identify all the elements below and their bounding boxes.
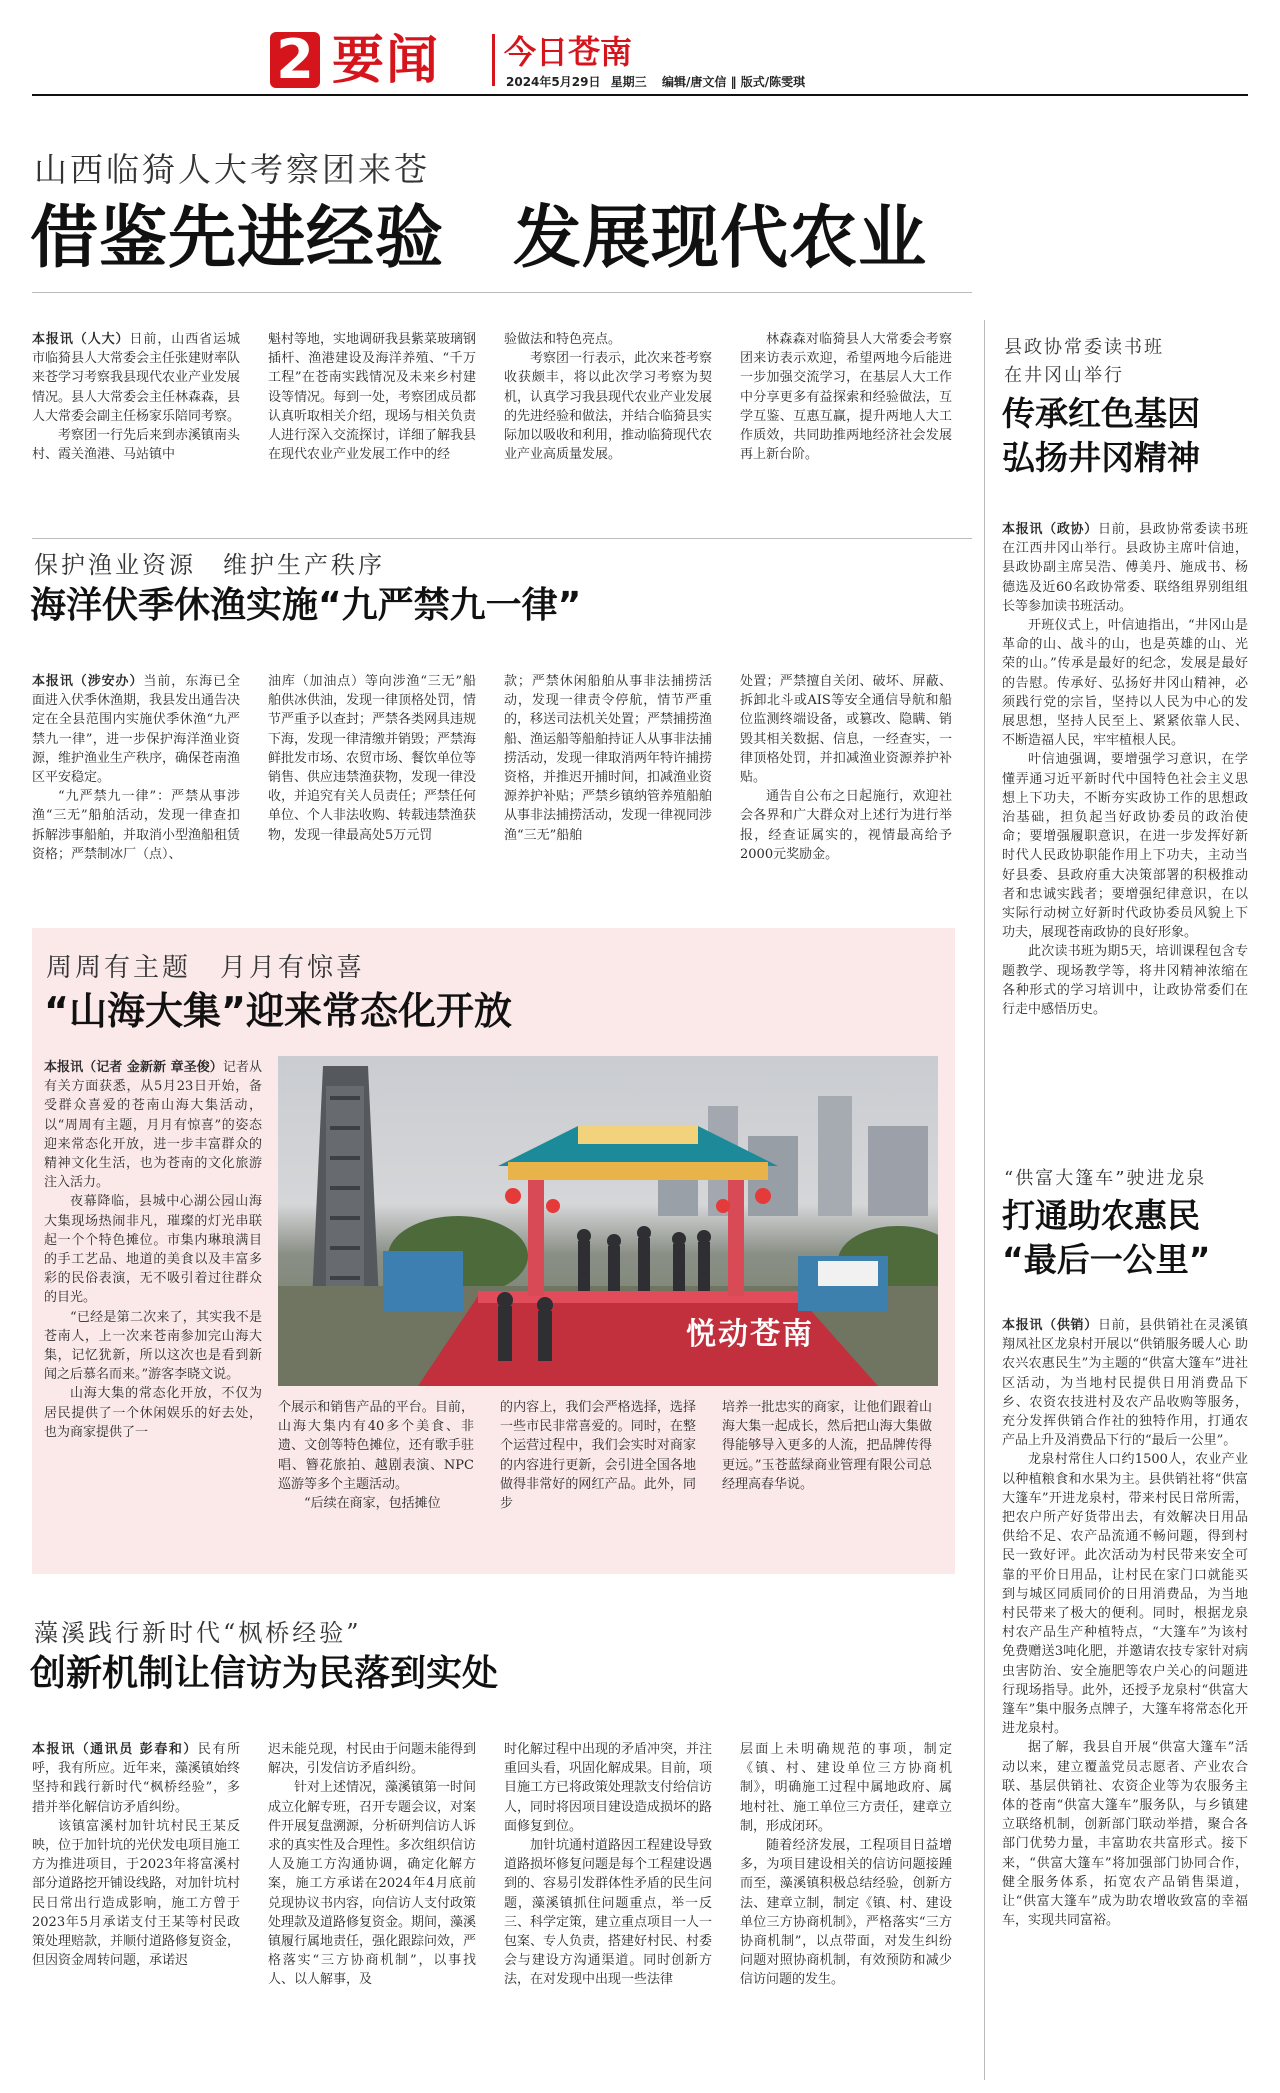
story4-kicker: 藻溪践行新时代“枫桥经验” (34, 1619, 362, 1647)
market-photo-scene (278, 1056, 938, 1386)
paper-name: 今日苍南 (504, 33, 633, 71)
side1-text: 此次读书班为期5天，培训课程包含专题教学、现场教学等，将井冈精神浓缩在各种形式的学习培训中，让政协常委们在行走中感悟历史。 (1002, 944, 1248, 1018)
side1-byline: 本报讯（政协） (1002, 522, 1098, 537)
side2-headline-line1: 打通助农惠民 (1002, 1196, 1200, 1235)
side1-headline-line1: 传承红色基因 (1002, 394, 1200, 433)
story3-text: 山海大集的常态化开放，不仅为居民提供了一个休闲娱乐的好去处，也为商家提供了一 (44, 1386, 262, 1440)
story1-rule (32, 292, 972, 293)
story3-text: 培养一批忠实的商家，让他们跟着山海大集一起成长，然后把山海大集做得能够导入更多的人流，把品牌传得更远。”玉苍蓝绿商业管理有限公司总经理高春华说。 (722, 1400, 932, 1492)
story4-text: 加针坑通村道路因工程建设导致道路损坏修复问题是每个工程建设遇到的、容易引发群体性矛盾的民生问题，藻溪镇抓住问题重点，举一反三、科学定策，建立重点项目一人一包案、专人负责，搭建好村民、村委会与建设方沟通渠道。同时创新方法，在对发现中出现一些法律 (504, 1838, 712, 1988)
page-number-badge: 2 (270, 32, 320, 88)
story2-headline: 海洋伏季休渔实施“九严禁九一律” (30, 585, 582, 626)
story3-headline: “山海大集”迎来常态化开放 (44, 989, 512, 1033)
story2-text: 款；严禁休闲船舶从事非法捕捞活动，发现一律责令停航，情节严重的，移送司法机关处置；严禁捕捞渔船、渔运船等船舶持证人从事非法捕捞活动，发现一律取消两年特许捕捞资格，并推迟开捕时间，扣减渔业资源养护补贴；严禁乡镇纳管养殖船舶从事非法捕捞活动，发现一律视同涉渔“三无”船舶 (504, 674, 712, 843)
side2-text: 龙泉村常住人口约1500人，农业产业以种植粮食和水果为主。县供销社将“供富大篷车”开进龙泉村，带来村民日常所需，把农户所产好货带出去，有效解决日用品供给不足、农产品流通不畅问题，得到村民一致好评。此次活动为村民带来安全可靠的平价日用品，让村民在家门口就能买到与城区同质同价的日用消费品，为当地村民带来了极大的便利。同时，根据龙泉村农产品生产种植特点，“大篷车”为该村免费赠送3吨化肥，并邀请农技专家针对病虫害防治、安全施肥等农户关心的问题进行现场指导。此外，还授予龙泉村“供富大篷车”集中服务点牌子，大篷车将常态化开进龙泉村。 (1002, 1452, 1248, 1737)
story1-col3 (504, 330, 712, 500)
side2-kicker: “供富大篷车”驶进龙泉 (1004, 1168, 1207, 1189)
story1-col1 (32, 330, 240, 500)
section-title: 要闻 (332, 31, 441, 91)
side1-headline-line2: 弘扬井冈精神 (1002, 438, 1200, 477)
story3-col4 (722, 1398, 932, 1558)
story3-byline: 本报讯（记者 金新新 章圣俊） (44, 1060, 223, 1075)
story2-byline: 本报讯（涉安办） (32, 674, 144, 689)
masthead-divider (492, 34, 495, 86)
side1-kicker-line1: 县政协常委读书班 (1004, 337, 1164, 358)
story4-col4 (740, 1740, 952, 2062)
side1-text: 日前，县政协常委读书班在江西井冈山举行。县政协主席叶信迪，县政协副主席吴浩、傅美丹、施成书、杨德选及近60名政协常委、联络组界别组组长等参加读书班活动。 (1002, 522, 1248, 614)
story4-text: 民有所呼，我有所应。近年来，藻溪镇始终坚持和践行新时代“枫桥经验”，多措并举化解信访矛盾纠纷。 (32, 1742, 240, 1815)
story4-text: 层面上未明确规范的事项，制定《镇、村、建设单位三方协商机制》，明确施工过程中属地政府、属地村社、施工单位三方责任，建章立制，形成闭环。 (740, 1742, 952, 1834)
story1-text: 考察团一行表示，此次来苍考察收获颇丰，将以此次学习考察为契机，认真学习我县现代农业产业发展的先进经验和做法，并结合临猗县实际加以吸收和利用，推动临猗现代农业产业高质量发展。 (504, 351, 712, 463)
story3-text: “已经是第二次来了，其实我不是苍南人，上一次来苍南参加完山海大集，记忆犹新，所以这次也是看到新闻之后慕名而来。”游客李晓文说。 (44, 1309, 262, 1383)
story3-col3 (500, 1398, 696, 1558)
issue-date (506, 74, 647, 90)
story2-text: 油库（加油点）等向涉渔“三无”船舶供冰供油，发现一律顶格处罚，情节严重予以查封；严禁各类网具违规下海，发现一律清缴并销毁；严禁海鲜批发市场、农贸市场、餐饮单位等销售、供应违禁渔获物，发现一律没收，并追究有关人员责任；严禁任何单位、个人非法收购、转载违禁渔获物，发现一律最高处5万元罚 (268, 674, 476, 843)
masthead (32, 28, 1248, 96)
story2-text: 通告自公布之日起施行，欢迎社会各界和广大群众对上述行为进行举报，经查证属实的，视情最高给予2000元奖励金。 (740, 789, 952, 862)
story2-text: “九严禁九一律”：严禁从事涉渔“三无”船舶活动，发现一律查扣拆解涉事船舶，并取消小型渔船租赁资格；严禁制冰厂（点）、 (32, 789, 240, 862)
story1-text: 日前，山西省运城市临猗县人大常委会主任张建财率队来苍学习考察我县现代农业产业发展情况。县人大常委会主任林森森，县人大常委会副主任杨家乐陪同考察。 (32, 332, 240, 424)
side2-headline-line2: “最后一公里” (1002, 1240, 1211, 1279)
side1-kicker-line2: 在井冈山举行 (1004, 365, 1124, 386)
photo-stage-sign: 悦动苍南 (686, 1317, 814, 1352)
story3-text: 记者从有关方面获悉，从5月23日开始，备受群众喜爱的苍南山海大集活动，以“周周有主题，月月有惊喜”的姿态迎来常态化开放，进一步丰富群众的精神文化生活，也为苍南的文化旅游注入活力。 (44, 1060, 262, 1191)
story1-byline: 本报讯（人大） (32, 332, 130, 347)
column-divider (984, 320, 985, 2080)
story2-col1 (32, 672, 240, 890)
side1-text: 叶信迪强调，要增强学习意识，在学懂弄通习近平新时代中国特色社会主义思想上下功夫，不断夯实政协工作的思想政治基础，担负起当好政协委员的政治使命；要增强履职意识，在进一步发挥好新时代人民政协职能作用上下功夫，主动当好县委、县政府重大决策部署的积极推动者和忠诚实践者；要增强纪律意识，在以实际行动树立好新时代政协委员风貌上下功夫，展现苍南政协的良好形象。 (1002, 752, 1248, 941)
story4-text: 随着经济发展，工程项目日益增多，为项目建设相关的信访问题接踵而至，藻溪镇积极总结经验，创新方法、建章立制，制定《镇、村、建设单位三方协商机制》，严格落实“三方协商机制”，以点带面，对发生纠纷问题对照协商机制，有效预防和减少信访问题的发生。 (740, 1838, 952, 1988)
story2-kicker: 保护渔业资源 维护生产秩序 (34, 551, 385, 579)
story3-col2 (278, 1398, 474, 1558)
story1-headline: 借鉴先进经验 发展现代农业 (30, 199, 928, 278)
editor-credits: 编辑/唐文信 ‖ 版式/陈雯琪 (662, 75, 806, 89)
story2-text: 处置；严禁擅自关闭、破坏、屏蔽、拆卸北斗或AIS等安全通信导航和船位监测终端设备，或篡改、隐瞒、销毁其相关数据、信息，一经查实，一律顶格处罚，并扣减渔业资源养护补贴。 (740, 674, 952, 786)
story4-text: 时化解过程中出现的矛盾冲突，并注重回头看，巩固化解成果。目前，项目施工方已将政策处理款支付给信访人，同时将因项目建设造成损坏的路面修复到位。 (504, 1742, 712, 1834)
date-text: 2024年5月29日 (506, 75, 601, 89)
story1-text: 考察团一行先后来到赤溪镇南头村、霞关渔港、马站镇中 (32, 428, 240, 463)
story4-headline: 创新机制让信访为民落到实处 (30, 1653, 499, 1694)
market-photo (278, 1056, 938, 1386)
story1-text: 验做法和特色亮点。 (504, 332, 622, 347)
side2-body (1002, 1316, 1248, 2074)
weekday-text: 星期三 (610, 75, 647, 89)
story3-kicker: 周周有主题 月月有惊喜 (46, 953, 366, 983)
story3-text: “后续在商家，包括摊位 (304, 1496, 441, 1512)
side1-body (1002, 520, 1248, 1122)
story1-kicker: 山西临猗人大考察团来苍 (34, 150, 430, 189)
story1-text: 魁村等地，实地调研我县紫菜玻璃钢插杆、渔港建设及海洋养殖、“千万工程”在苍南实践情况及未来乡村建设等情况。每到一处，考察团成员都认真听取相关介绍，现场与相关负责人进行深入交流探讨，详细了解我县在现代农业产业发展工作中的经 (268, 332, 476, 463)
story2-col2 (268, 672, 476, 890)
side2-text: 日前，县供销社在灵溪镇翔凤社区龙泉村开展以“供销服务暖人心 助农兴农惠民生”为主题的“供富大篷车”进社区活动，为当地村民提供日用消费品下乡、农资农技进村及农产品收购等服务，充分发挥供销合作社的独特作用，打通农产品上升及消费品下行的“最后一公里”。 (1002, 1318, 1248, 1449)
story4-col1 (32, 1740, 240, 2062)
story4-col3 (504, 1740, 712, 2062)
story3-text: 的内容上，我们会严格选择，选择一些市民非常喜爱的。同时，在整个运营过程中，我们会实时对商家的内容进行更新，会引进全国各地做得非常好的网红产品。此外，同步 (500, 1400, 696, 1512)
story2-rule (32, 538, 972, 539)
side1-text: 开班仪式上，叶信迪指出，“井冈山是革命的山、战斗的山，也是英雄的山、光荣的山。”传承是最好的纪念，发展是最好的告慰。传承好、弘扬好井冈山精神，必须践行党的宗旨，坚持以人民为中心的发展思想，坚持人民至上、紧紧依靠人民、不断造福人民，牢牢植根人民。 (1002, 618, 1248, 749)
story3-box (32, 928, 955, 1574)
story1-col4 (740, 330, 952, 500)
side2-text: 据了解，我县自开展“供富大篷车”活动以来，建立覆盖党员志愿者、产业农合联、基层供销社、农资企业等为农服务主体的苍南“供富大篷车”服务队，与乡镇建立联络机制，创新部门联动举措，聚合各部门优势力量，丰富助农共富形式。接下来，“供富大篷车”将加强部门协同合作，健全服务体系，拓宽农产品销售渠道，让“供富大篷车”成为助农增收致富的幸福车，实现共同富裕。 (1002, 1740, 1248, 1929)
story3-text: 个展示和销售产品的平台。目前，山海大集内有40多个美食、非遗、文创等特色摊位，还有歌手驻唱、簪花旅拍、越剧表演、NPC巡游等多个主题活动。 (278, 1400, 474, 1492)
side2-headline (1002, 1194, 1210, 1282)
story1-col2 (268, 330, 476, 500)
story3-col1 (44, 1058, 262, 1558)
story4-byline: 本报讯（通讯员 彭春和） (32, 1742, 198, 1757)
story4-text: 针对上述情况，藻溪镇第一时间成立化解专班，召开专题会议，对案件开展复盘溯源，分析研判信访人诉求的真实性及合理性。多次组织信访人及施工方沟通协调，确定化解方案，施工方承诺在2024年4月底前兑现协议书内容，向信访人支付政策处理款及道路修复资金。期间，藻溪镇履行属地责任，强化跟踪问效，严格落实“三方协商机制”，以事找人、以人解事，及 (268, 1780, 476, 1988)
story2-text: 当前，东海已全面进入伏季休渔期，我县发出通告决定在全县范围内实施伏季休渔“九严禁九一律”，进一步保护海洋渔业资源，维护渔业生产秩序，确保苍南渔区平安稳定。 (32, 674, 240, 786)
story2-col4 (740, 672, 952, 890)
story1-text: 林森森对临猗县人大常委会考察团来访表示欢迎，希望两地今后能进一步加强交流学习，在基层人大工作中分享更多有益探索和经验做法，互学互鉴、互惠互赢，提升两地人大工作质效，共同助推两地经济社会发展再上新台阶。 (740, 332, 952, 463)
side1-kicker (1004, 334, 1164, 390)
side1-headline (1002, 392, 1200, 480)
story4-text: 迟未能兑现，村民由于问题未能得到解决，引发信访矛盾纠纷。 (268, 1742, 476, 1777)
story2-col3 (504, 672, 712, 890)
story3-text: 夜幕降临，县城中心湖公园山海大集现场热闹非凡，璀璨的灯光串联起一个个特色摊位。市集内琳琅满目的手工艺品、地道的美食以及丰富多彩的民俗表演，无不吸引着过往群众的目光。 (44, 1194, 262, 1306)
story4-col2 (268, 1740, 476, 2062)
side2-byline: 本报讯（供销） (1002, 1318, 1098, 1333)
story4-text: 该镇富溪村加针坑村民王某反映，位于加针坑的光伏发电项目施工方为推进项目，于2023年将富溪村部分道路挖开铺设线路，对加针坑村民日常出行造成影响，施工方曾于2023年5月承诺支付王某等村民政策处理赔款，并顺付道路修复资金，但因资金周转问题，承诺迟 (32, 1818, 240, 1969)
